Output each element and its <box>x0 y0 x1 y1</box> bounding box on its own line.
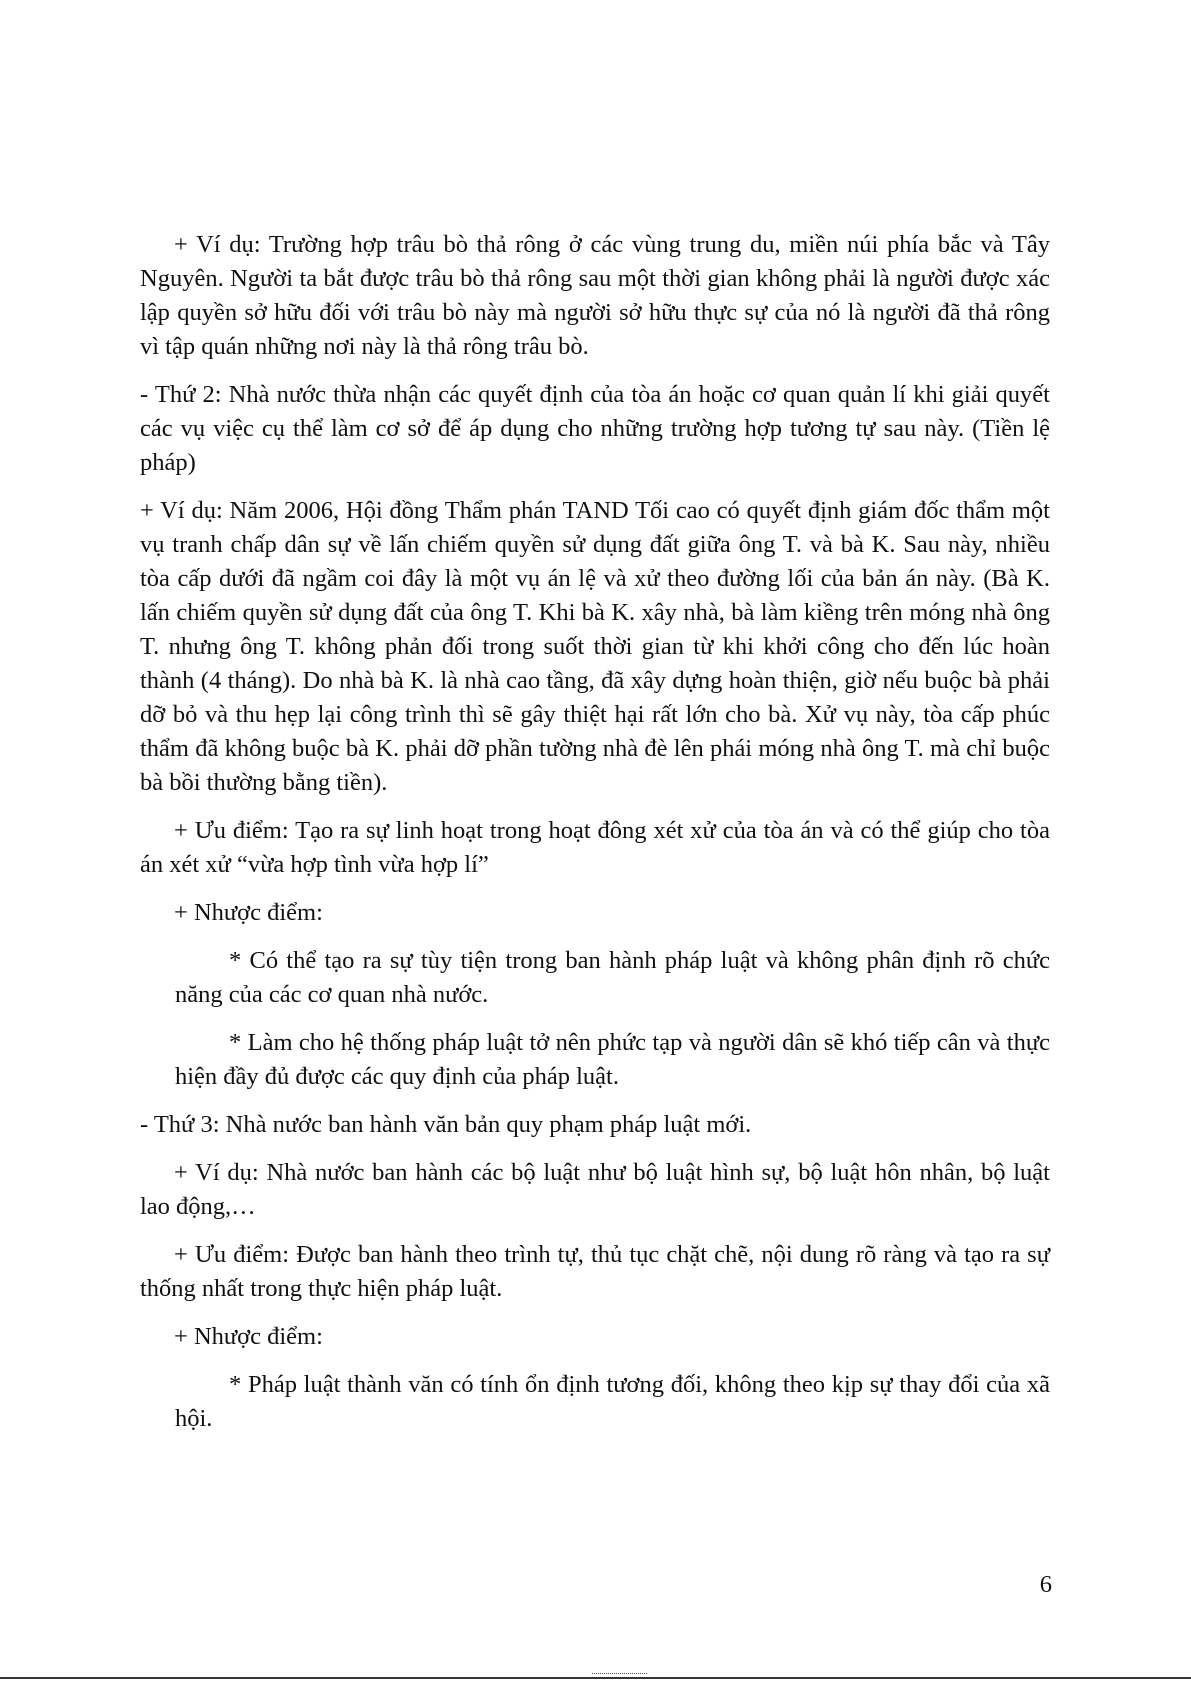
paragraph-example-codes: + Ví dụ: Nhà nước ban hành các bộ luật như bộ luật hình sự, bộ luật hôn nhân, bộ luật lao động,… <box>140 1159 1050 1220</box>
paragraph-advantage-precedent: + Ưu điểm: Tạo ra sự linh hoạt trong hoạt đông xét xử của tòa án và có thể giúp cho tòa án xét xử “vừa hợp tình vừa hợp lí” <box>140 817 1050 878</box>
page-content <box>140 228 1050 1450</box>
paragraph-advantage-legislation: + Ưu điểm: Được ban hành theo trình tự, thủ tục chặt chẽ, nội dung rõ ràng và tạo ra sự thống nhất trong thực hiện pháp luật. <box>140 1241 1050 1302</box>
paragraph-third-legislation: - Thứ 3: Nhà nước ban hành văn bản quy phạm pháp luật mới. <box>140 1111 752 1138</box>
paragraph-disadvantage-heading-2: + Nhược điểm: <box>174 1323 323 1350</box>
bottom-dotted-mark <box>592 1673 647 1677</box>
paragraph-example-case-2006: + Ví dụ: Năm 2006, Hội đồng Thẩm phán TAND Tối cao có quyết định giám đốc thẩm một vụ tranh chấp dân sự về lấn chiếm quyền sử dụng đất giữa ông T. và bà K. Sau này, nhiều tòa cấp dưới đã ngầm coi đây là một vụ án lệ và xử theo đường lối của bản án này. (Bà K. lấn chiếm quyền sử dụng đất của ông T. Khi bà K. xây nhà, bà làm kiềng trên móng nhà ông T. nhưng ông T. không phản đối trong suốt thời gian từ khi khởi công cho đến lúc hoàn thành (4 tháng). Do nhà bà K. là nhà cao tầng, đã xây dựng hoàn thiện, giờ nếu buộc bà phải dỡ bỏ và thu hẹp lại công trình thì sẽ gây thiệt hại rất lớn cho bà. Xử vụ này, tòa cấp phúc thẩm đã không buộc bà K. phải dỡ phần tường nhà đè lên phái móng nhà ông T. mà chỉ buộc bà bồi thường bằng tiền). <box>140 497 1050 796</box>
page-number: 6 <box>1039 1571 1052 1598</box>
paragraph-second-precedent: - Thứ 2: Nhà nước thừa nhận các quyết định của tòa án hoặc cơ quan quản lí khi giải quyết các vụ việc cụ thể làm cơ sở để áp dụng cho những trường hợp tương tự sau này. (Tiền lệ pháp) <box>140 381 1050 476</box>
paragraph-example-livestock: + Ví dụ: Trường hợp trâu bò thả rông ở các vùng trung du, miền núi phía bắc và Tây Nguyên. Người ta bắt được trâu bò thả rông sau một thời gian không phải là người được xác lập quyền sở hữu đối với trâu bò này mà người sở hữu thực sự của nó là người đã thả rông vì tập quán những nơi này là thả rông trâu bò. <box>140 231 1050 360</box>
paragraph-disadvantage-stability: * Pháp luật thành văn có tính ổn định tương đối, không theo kịp sự thay đổi của xã hội. <box>175 1371 1050 1432</box>
paragraph-disadvantage-complex: * Làm cho hệ thống pháp luật tở nên phức tạp và người dân sẽ khó tiếp cân và thực hiện đầy đủ được các quy định của pháp luật. <box>175 1029 1050 1090</box>
bottom-divider <box>0 1677 1191 1679</box>
paragraph-disadvantage-heading-1: + Nhược điểm: <box>174 899 323 926</box>
paragraph-disadvantage-arbitrary: * Có thể tạo ra sự tùy tiện trong ban hành pháp luật và không phân định rõ chức năng của các cơ quan nhà nước. <box>175 947 1050 1008</box>
